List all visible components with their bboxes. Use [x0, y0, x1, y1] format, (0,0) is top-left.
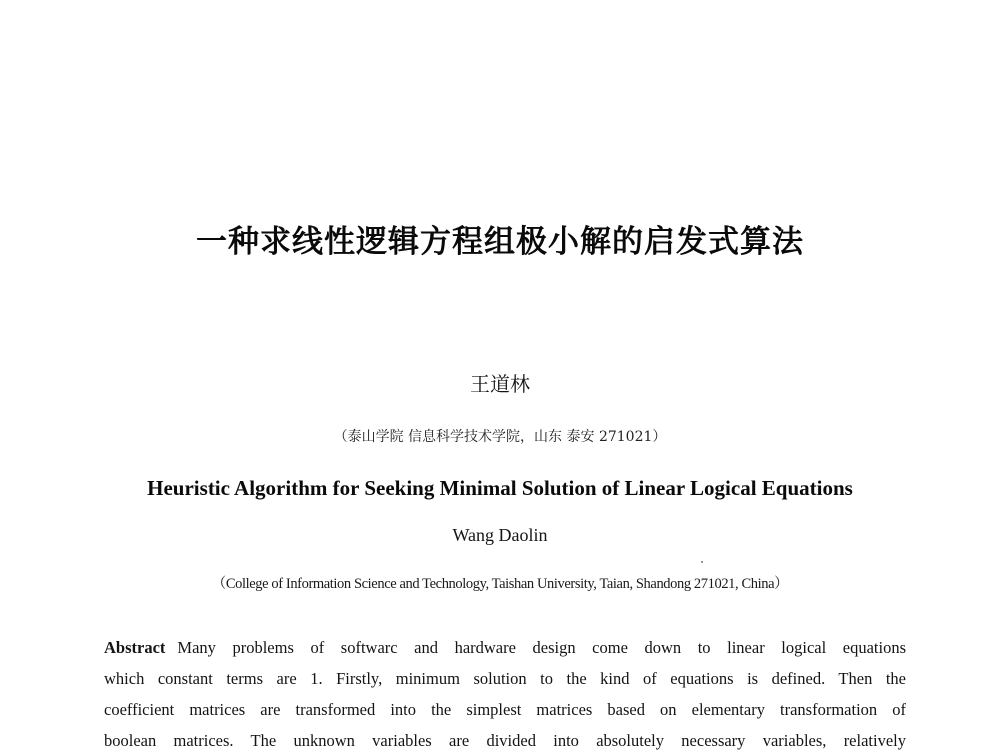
chinese-title: 一种求线性逻辑方程组极小解的启发式算法 — [196, 224, 804, 260]
english-affiliation: （College of Information Science and Technology, Taishan University, Taian, Shandong 271021, China） — [211, 576, 789, 592]
abstract-label: Abstract — [104, 638, 166, 657]
english-title: Heuristic Algorithm for Seeking Minimal Solution of Linear Logical Equations — [147, 476, 853, 500]
abstract-line-1-text: Many problems of softwarc and hardware design come down to linear logical equations — [177, 638, 906, 657]
scan-speck — [701, 561, 703, 563]
abstract-line-4: boolean matrices. The unknown variables are divided into absolutely necessary variables, relatively — [104, 731, 906, 750]
chinese-author: 王道林 — [470, 372, 530, 396]
abstract-line-2: which constant terms are 1. Firstly, minimum solution to the kind of equations is defined. Then the — [104, 669, 906, 688]
english-author: Wang Daolin — [452, 525, 548, 545]
abstract-line-3: coefficient matrices are transformed into the simplest matrices based on elementary transformation of — [104, 700, 906, 719]
abstract-line-1 — [104, 632, 906, 663]
abstract-section — [104, 632, 906, 756]
chinese-affiliation: （泰山学院 信息科学技术学院，山东 泰安 271021） — [333, 429, 667, 445]
